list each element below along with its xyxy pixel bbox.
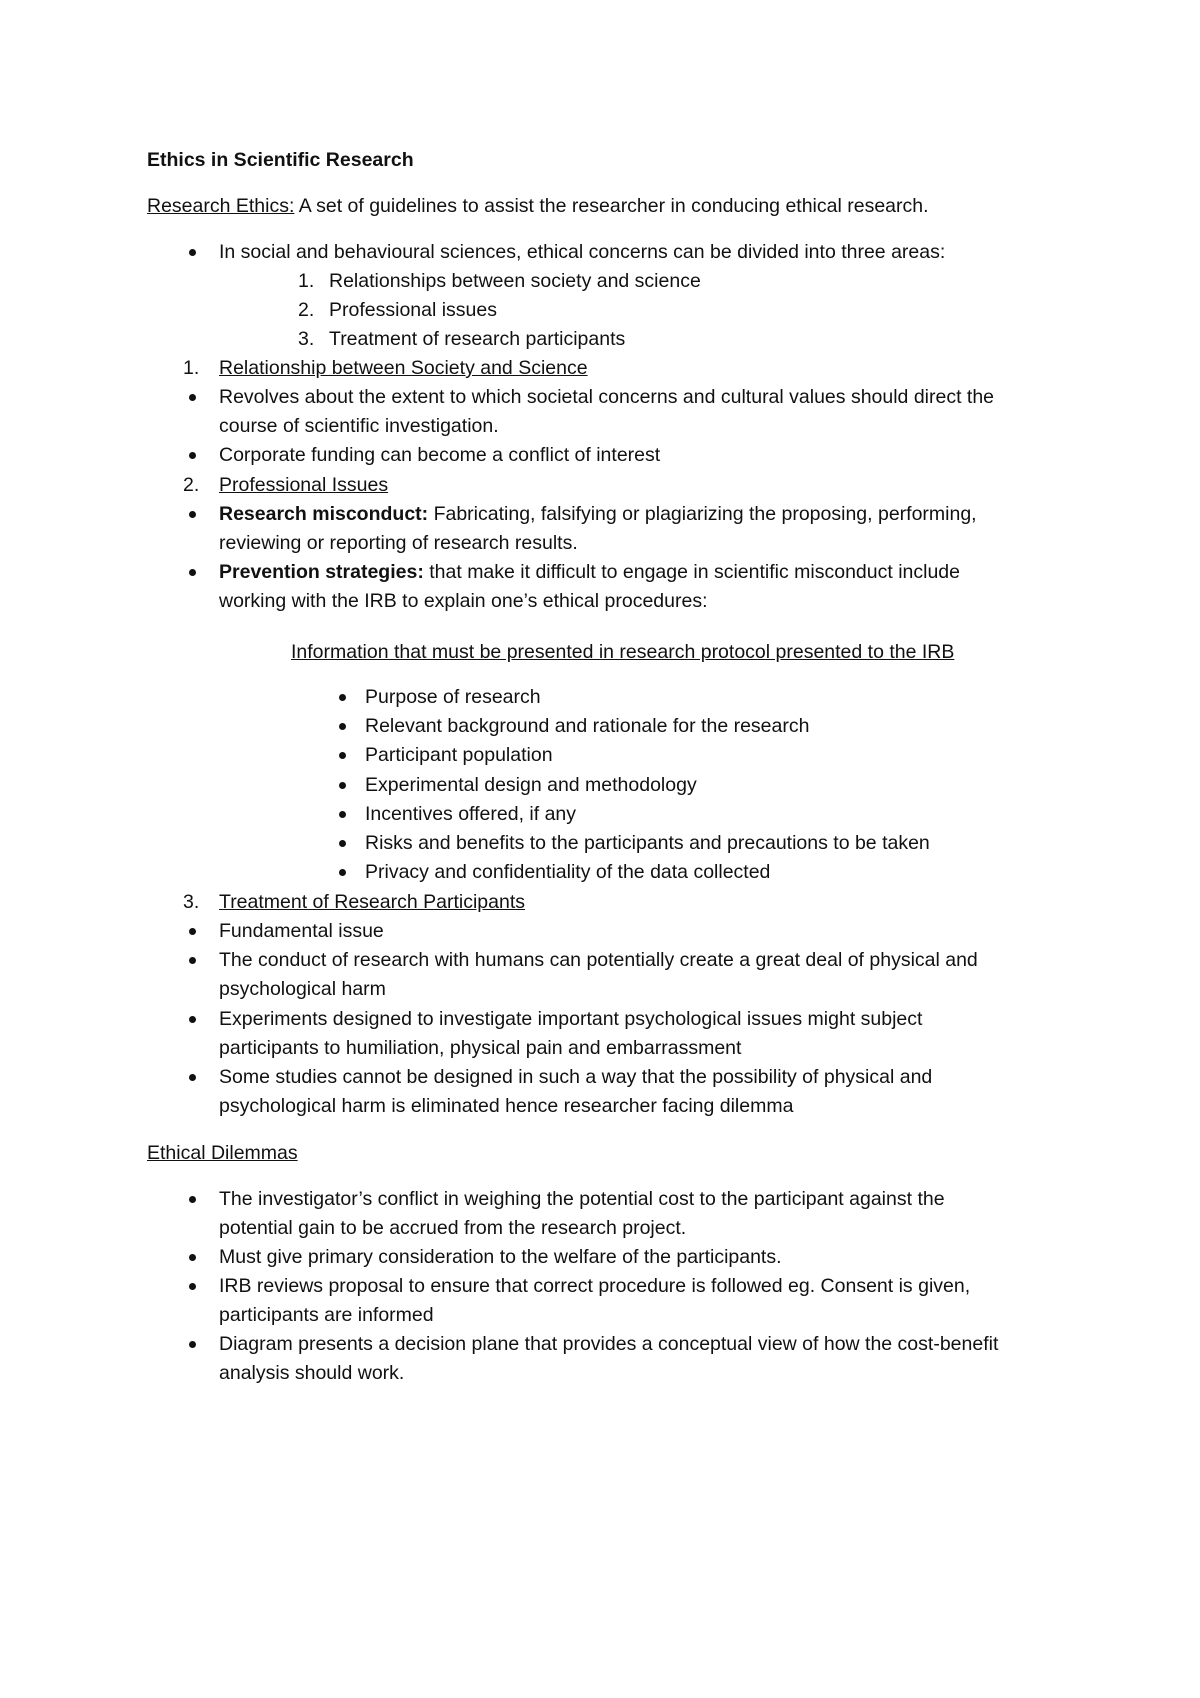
bullet-icon [189, 928, 196, 935]
protocol-item: Participant population [365, 744, 553, 766]
section-heading-professional-issues: Professional Issues [219, 474, 389, 496]
section3-bullet-text: Experiments designed to investigate important psychological issues might subject [219, 1008, 923, 1030]
bullet-icon [339, 811, 346, 818]
section-heading-treatment: Treatment of Research Participants [219, 891, 525, 913]
prevention-label: Prevention strategies: [219, 561, 424, 583]
area-number: 3. [298, 328, 315, 350]
bullet-icon [189, 511, 196, 518]
protocol-item: Relevant background and rationale for the research [365, 715, 810, 737]
definition-text: A set of guidelines to assist the researcher in conducing ethical research. [294, 195, 929, 217]
area-item: Treatment of research participants [329, 328, 626, 350]
section-number: 1. [183, 357, 200, 379]
section1-bullet-text: Corporate funding can become a conflict of interest [219, 444, 661, 466]
section3-bullet-text: The conduct of research with humans can potentially create a great deal of physical and [219, 949, 978, 971]
misconduct-text-cont: reviewing or reporting of research results. [219, 532, 578, 554]
dilemmas-heading: Ethical Dilemmas [147, 1142, 298, 1164]
prevention-text: that make it difficult to engage in scientific misconduct include [423, 561, 961, 583]
bullet-icon [189, 569, 196, 576]
bullet-icon [189, 1196, 196, 1203]
section-number: 2. [183, 474, 200, 496]
prevention-line [219, 560, 960, 584]
area-item: Relationships between society and science [329, 270, 701, 292]
bullet-icon [189, 452, 196, 459]
section3-bullet-text: Fundamental issue [219, 920, 384, 942]
protocol-item: Privacy and confidentiality of the data collected [365, 861, 771, 883]
dilemma-bullet-text: participants are informed [219, 1304, 434, 1326]
misconduct-label: Research misconduct: [219, 503, 429, 525]
dilemma-bullet-text: Must give primary consideration to the welfare of the participants. [219, 1246, 782, 1268]
protocol-item: Risks and benefits to the participants and precautions to be taken [365, 832, 930, 854]
section1-bullet-text: course of scientific investigation. [219, 415, 499, 437]
bullet-icon [189, 394, 196, 401]
bullet-icon [189, 1283, 196, 1290]
section-number: 3. [183, 891, 200, 913]
section3-bullet-text: Some studies cannot be designed in such a way that the possibility of physical and [219, 1066, 933, 1088]
section3-bullet-text: psychological harm is eliminated hence researcher facing dilemma [219, 1095, 794, 1117]
bullet-icon [189, 249, 196, 256]
bullet-icon [339, 752, 346, 759]
section3-bullet-text: psychological harm [219, 978, 386, 1000]
bullet-icon [189, 1016, 196, 1023]
document-title: Ethics in Scientific Research [147, 149, 414, 171]
bullet-icon [339, 782, 346, 789]
protocol-item: Incentives offered, if any [365, 803, 577, 825]
prevention-text-cont: working with the IRB to explain one’s ethical procedures: [219, 590, 708, 612]
dilemma-bullet-text: Diagram presents a decision plane that provides a conceptual view of how the cost-benefit [219, 1333, 999, 1355]
dilemma-bullet-text: IRB reviews proposal to ensure that correct procedure is followed eg. Consent is given, [219, 1275, 971, 1297]
dilemma-bullet-text: analysis should work. [219, 1362, 405, 1384]
intro-bullet-text: In social and behavioural sciences, ethical concerns can be divided into three areas: [219, 241, 946, 263]
bullet-icon [339, 840, 346, 847]
dilemma-bullet-text: potential gain to be accrued from the research project. [219, 1217, 687, 1239]
bullet-icon [189, 1341, 196, 1348]
protocol-heading: Information that must be presented in research protocol presented to the IRB [291, 641, 955, 663]
dilemma-bullet-text: The investigator’s conflict in weighing the potential cost to the participant against the [219, 1188, 945, 1210]
section1-bullet-text: Revolves about the extent to which societal concerns and cultural values should direct the [219, 386, 995, 408]
definition-line [147, 194, 929, 218]
definition-term: Research Ethics: [147, 195, 295, 217]
section-heading-society-science: Relationship between Society and Science [219, 357, 588, 379]
section3-bullet-text: participants to humiliation, physical pain and embarrassment [219, 1037, 742, 1059]
area-number: 1. [298, 270, 315, 292]
bullet-icon [339, 723, 346, 730]
protocol-item: Experimental design and methodology [365, 774, 697, 796]
misconduct-text: Fabricating, falsifying or plagiarizing the proposing, performing, [428, 503, 977, 525]
area-number: 2. [298, 299, 315, 321]
bullet-icon [189, 1254, 196, 1261]
misconduct-line [219, 502, 977, 526]
bullet-icon [339, 694, 346, 701]
bullet-icon [189, 1074, 196, 1081]
bullet-icon [189, 957, 196, 964]
bullet-icon [339, 869, 346, 876]
area-item: Professional issues [329, 299, 497, 321]
protocol-item: Purpose of research [365, 686, 541, 708]
